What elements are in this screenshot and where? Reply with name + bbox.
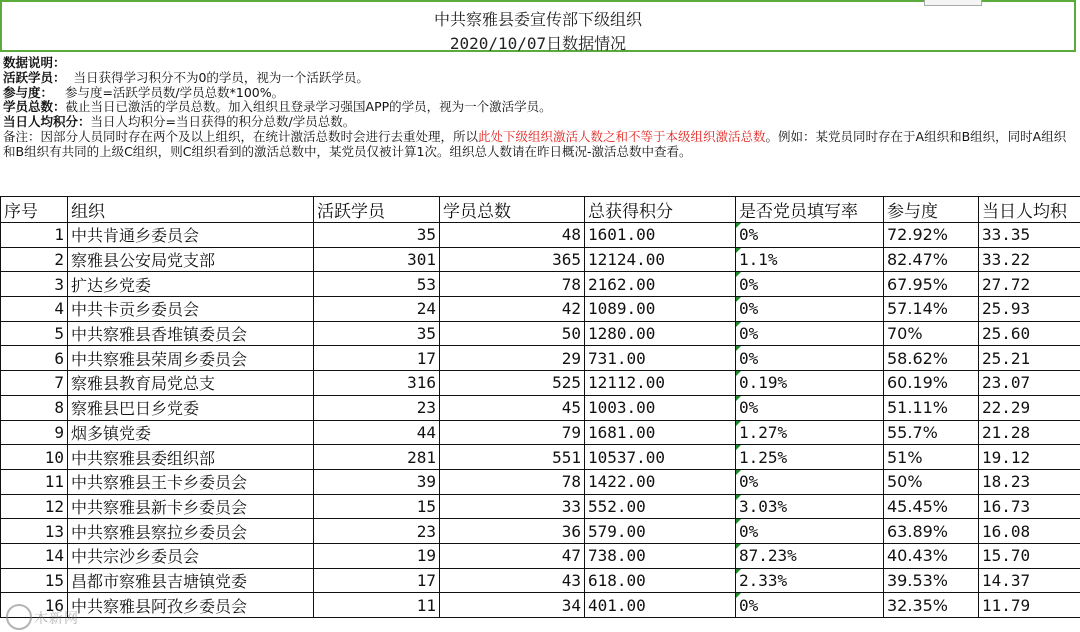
table-row bbox=[1, 445, 1080, 470]
table-cell[interactable]: 6 bbox=[1, 346, 68, 371]
table-cell[interactable]: 25.60 bbox=[979, 321, 1080, 346]
avg-label: 当日人均积分： bbox=[3, 114, 91, 130]
table-row bbox=[1, 346, 1080, 371]
sheet-corner-tab bbox=[924, 0, 982, 6]
table-cell[interactable]: 0% bbox=[736, 395, 884, 420]
table-cell[interactable]: 51.11% bbox=[884, 395, 979, 420]
table-cell[interactable]: 15.70 bbox=[979, 543, 1080, 568]
column-header[interactable]: 活跃学员 bbox=[314, 197, 440, 223]
table-cell[interactable]: 0% bbox=[736, 593, 884, 618]
table-cell[interactable]: 525 bbox=[440, 371, 585, 396]
table-row bbox=[1, 420, 1080, 445]
table-cell[interactable]: 1089.00 bbox=[585, 297, 736, 322]
remark-part-b: 。例如：某党员同时存在于A组织和B组织，同时A组织和B组织有共同的上级C组织，则C组织看到的激活总数中，某党员仅被计算1次。组织总人数请在昨日概况-激活总数中查看。 bbox=[3, 128, 1067, 159]
table-cell[interactable]: 12 bbox=[1, 494, 68, 519]
table-row bbox=[1, 321, 1080, 346]
table-cell[interactable]: 35 bbox=[314, 223, 440, 248]
table-cell[interactable]: 3 bbox=[1, 272, 68, 297]
table-cell[interactable]: 50% bbox=[884, 469, 979, 494]
table-cell[interactable]: 3.03% bbox=[736, 494, 884, 519]
table-cell[interactable]: 10 bbox=[1, 445, 68, 470]
table-cell[interactable]: 2.33% bbox=[736, 568, 884, 593]
table-cell[interactable]: 87.23% bbox=[736, 543, 884, 568]
table-cell[interactable]: 67.95% bbox=[884, 272, 979, 297]
table-cell[interactable]: 44 bbox=[314, 420, 440, 445]
table-cell[interactable]: 1681.00 bbox=[585, 420, 736, 445]
table-cell[interactable]: 35 bbox=[314, 321, 440, 346]
table-cell[interactable]: 60.19% bbox=[884, 371, 979, 396]
table-cell[interactable]: 15 bbox=[314, 494, 440, 519]
table-cell[interactable]: 8 bbox=[1, 395, 68, 420]
table-cell[interactable]: 察雅县公安局党支部 bbox=[68, 247, 314, 272]
table-row bbox=[1, 223, 1080, 248]
table-cell[interactable]: 32.35% bbox=[884, 593, 979, 618]
table-cell[interactable]: 552.00 bbox=[585, 494, 736, 519]
table-cell[interactable]: 10537.00 bbox=[585, 445, 736, 470]
table-cell[interactable]: 昌都市察雅县吉塘镇党委 bbox=[68, 568, 314, 593]
table-cell[interactable]: 1.1% bbox=[736, 247, 884, 272]
table-cell[interactable]: 731.00 bbox=[585, 346, 736, 371]
table-cell[interactable]: 63.89% bbox=[884, 519, 979, 544]
table-cell[interactable]: 43 bbox=[440, 568, 585, 593]
table-cell[interactable]: 0% bbox=[736, 519, 884, 544]
table-cell[interactable]: 11 bbox=[1, 469, 68, 494]
table-cell[interactable]: 0% bbox=[736, 223, 884, 248]
table-cell[interactable]: 中共宗沙乡委员会 bbox=[68, 543, 314, 568]
table-cell[interactable]: 15 bbox=[1, 568, 68, 593]
table-cell[interactable]: 2162.00 bbox=[585, 272, 736, 297]
column-header[interactable]: 学员总数 bbox=[440, 197, 585, 223]
table-cell[interactable]: 中共察雅县阿孜乡委员会 bbox=[68, 593, 314, 618]
table-cell[interactable]: 1601.00 bbox=[585, 223, 736, 248]
report-title-box bbox=[0, 0, 1076, 52]
table-row bbox=[1, 568, 1080, 593]
table-cell[interactable]: 57.14% bbox=[884, 297, 979, 322]
table-cell[interactable]: 17 bbox=[314, 568, 440, 593]
table-cell[interactable]: 33 bbox=[440, 494, 585, 519]
table-cell[interactable]: 中共察雅县察拉乡委员会 bbox=[68, 519, 314, 544]
table-row bbox=[1, 593, 1080, 618]
table-cell[interactable]: 39 bbox=[314, 469, 440, 494]
avg-text: 当日人均积分=当日获得的积分总数/学员总数。 bbox=[90, 114, 356, 130]
table-cell[interactable]: 51% bbox=[884, 445, 979, 470]
table-cell[interactable]: 中共察雅县王卡乡委员会 bbox=[68, 469, 314, 494]
table-cell[interactable]: 48 bbox=[440, 223, 585, 248]
table-cell[interactable]: 0% bbox=[736, 469, 884, 494]
table-cell[interactable]: 17 bbox=[314, 346, 440, 371]
table-cell[interactable]: 19.12 bbox=[979, 445, 1080, 470]
table-cell[interactable]: 33.22 bbox=[979, 247, 1080, 272]
table-cell[interactable]: 中共察雅县新卡乡委员会 bbox=[68, 494, 314, 519]
table-cell[interactable]: 281 bbox=[314, 445, 440, 470]
org-data-table bbox=[0, 196, 1080, 618]
table-cell[interactable]: 25.93 bbox=[979, 297, 1080, 322]
table-cell[interactable]: 45.45% bbox=[884, 494, 979, 519]
table-cell[interactable]: 82.47% bbox=[884, 247, 979, 272]
table-cell[interactable]: 中共卡贡乡委员会 bbox=[68, 297, 314, 322]
table-row bbox=[1, 272, 1080, 297]
watermark-logo-icon bbox=[6, 604, 32, 630]
table-cell[interactable]: 0% bbox=[736, 321, 884, 346]
data-notes bbox=[3, 56, 1077, 160]
table-cell[interactable]: 4 bbox=[1, 297, 68, 322]
table-row bbox=[1, 247, 1080, 272]
participation-text: 参与度=活跃学员数/学员总数*100%。 bbox=[64, 84, 285, 100]
table-cell[interactable]: 11 bbox=[314, 593, 440, 618]
table-cell[interactable]: 78 bbox=[440, 469, 585, 494]
column-header[interactable]: 参与度 bbox=[884, 197, 979, 223]
remark bbox=[3, 130, 1077, 160]
table-row bbox=[1, 297, 1080, 322]
table-cell[interactable]: 0% bbox=[736, 346, 884, 371]
notes-heading: 数据说明： bbox=[3, 55, 66, 70]
table-cell[interactable]: 1280.00 bbox=[585, 321, 736, 346]
table-cell[interactable]: 29 bbox=[440, 346, 585, 371]
table-cell[interactable]: 16 bbox=[1, 593, 68, 618]
table-cell[interactable]: 579.00 bbox=[585, 519, 736, 544]
table-cell[interactable]: 16.08 bbox=[979, 519, 1080, 544]
remark-highlight: 此处下级组织激活人数之和不等于本级组织激活总数 bbox=[478, 128, 766, 144]
table-cell[interactable]: 27.72 bbox=[979, 272, 1080, 297]
table-cell[interactable]: 23.07 bbox=[979, 371, 1080, 396]
table-cell[interactable]: 18.23 bbox=[979, 469, 1080, 494]
table-cell[interactable]: 16.73 bbox=[979, 494, 1080, 519]
table-cell[interactable]: 1.27% bbox=[736, 420, 884, 445]
table-row bbox=[1, 395, 1080, 420]
table-cell[interactable]: 烟多镇党委 bbox=[68, 420, 314, 445]
table-cell[interactable]: 中共察雅县荣周乡委员会 bbox=[68, 346, 314, 371]
total-label: 学员总数： bbox=[3, 99, 66, 115]
table-row bbox=[1, 371, 1080, 396]
active-text: 当日获得学习积分不为0的学员，视为一个活跃学员。 bbox=[73, 69, 369, 85]
watermark bbox=[2, 598, 152, 632]
remark-part-a: 备注：因部分人员同时存在两个及以上组织，在统计激活总数时会进行去重处理，所以 bbox=[3, 128, 479, 144]
table-header-row bbox=[1, 197, 1080, 223]
table-cell[interactable]: 42 bbox=[440, 297, 585, 322]
table-cell[interactable]: 0% bbox=[736, 297, 884, 322]
table-cell[interactable]: 0.19% bbox=[736, 371, 884, 396]
table-cell[interactable]: 21.28 bbox=[979, 420, 1080, 445]
table-cell[interactable]: 扩达乡党委 bbox=[68, 272, 314, 297]
table-row bbox=[1, 543, 1080, 568]
table-cell[interactable]: 316 bbox=[314, 371, 440, 396]
watermark-text: 木新网 bbox=[34, 611, 79, 627]
table-cell[interactable]: 72.92% bbox=[884, 223, 979, 248]
table-cell[interactable]: 1003.00 bbox=[585, 395, 736, 420]
table-cell[interactable]: 50 bbox=[440, 321, 585, 346]
table-body bbox=[1, 197, 1080, 618]
total-text: 截止当日已激活的学员总数。加入组织且登录学习强国APP的学员，视为一个激活学员。 bbox=[65, 99, 552, 115]
table-row bbox=[1, 469, 1080, 494]
table-cell[interactable]: 23 bbox=[314, 519, 440, 544]
table-cell[interactable]: 618.00 bbox=[585, 568, 736, 593]
table-cell[interactable]: 中共肯通乡委员会 bbox=[68, 223, 314, 248]
table-cell[interactable]: 5 bbox=[1, 321, 68, 346]
table-cell[interactable]: 13 bbox=[1, 519, 68, 544]
table-cell[interactable]: 301 bbox=[314, 247, 440, 272]
table-cell[interactable]: 401.00 bbox=[585, 593, 736, 618]
report-title: 中共察雅县委宣传部下级组织 bbox=[433, 10, 642, 29]
table-cell[interactable]: 12112.00 bbox=[585, 371, 736, 396]
table-cell[interactable]: 25.21 bbox=[979, 346, 1080, 371]
table-cell[interactable]: 9 bbox=[1, 420, 68, 445]
table-cell[interactable]: 58.62% bbox=[884, 346, 979, 371]
table-cell[interactable]: 70% bbox=[884, 321, 979, 346]
table-cell[interactable]: 33.35 bbox=[979, 223, 1080, 248]
table-cell[interactable]: 22.29 bbox=[979, 395, 1080, 420]
table-cell[interactable]: 24 bbox=[314, 297, 440, 322]
table-cell[interactable]: 19 bbox=[314, 543, 440, 568]
table-cell[interactable]: 11.79 bbox=[979, 593, 1080, 618]
table-cell[interactable]: 1.25% bbox=[736, 445, 884, 470]
column-header[interactable]: 总获得积分 bbox=[585, 197, 736, 223]
table-cell[interactable]: 34 bbox=[440, 593, 585, 618]
column-header[interactable]: 是否党员填写率 bbox=[736, 197, 884, 223]
table-cell[interactable]: 39.53% bbox=[884, 568, 979, 593]
column-header[interactable]: 组织 bbox=[68, 197, 314, 223]
table-cell[interactable]: 0% bbox=[736, 272, 884, 297]
column-header[interactable]: 当日人均积 bbox=[979, 197, 1080, 223]
table-cell[interactable]: 23 bbox=[314, 395, 440, 420]
active-label: 活跃学员： bbox=[3, 69, 66, 85]
table-cell[interactable]: 中共察雅县委组织部 bbox=[68, 445, 314, 470]
table-cell[interactable]: 45 bbox=[440, 395, 585, 420]
table-cell[interactable]: 47 bbox=[440, 543, 585, 568]
table-cell[interactable]: 365 bbox=[440, 247, 585, 272]
table-cell[interactable]: 738.00 bbox=[585, 543, 736, 568]
participation-label: 参与度： bbox=[3, 84, 54, 100]
column-header[interactable]: 序号 bbox=[1, 197, 68, 223]
table-cell[interactable]: 78 bbox=[440, 272, 585, 297]
table-cell[interactable]: 53 bbox=[314, 272, 440, 297]
table-cell[interactable]: 察雅县巴日乡党委 bbox=[68, 395, 314, 420]
table-cell[interactable]: 55.7% bbox=[884, 420, 979, 445]
table-cell[interactable]: 12124.00 bbox=[585, 247, 736, 272]
table-row bbox=[1, 519, 1080, 544]
table-cell[interactable]: 14 bbox=[1, 543, 68, 568]
table-cell[interactable]: 1 bbox=[1, 223, 68, 248]
table-cell[interactable]: 79 bbox=[440, 420, 585, 445]
table-cell[interactable]: 1422.00 bbox=[585, 469, 736, 494]
table-cell[interactable]: 36 bbox=[440, 519, 585, 544]
table-cell[interactable]: 7 bbox=[1, 371, 68, 396]
table-cell[interactable]: 551 bbox=[440, 445, 585, 470]
report-date: 2020/10/07日数据情况 bbox=[449, 34, 627, 53]
table-cell[interactable]: 14.37 bbox=[979, 568, 1080, 593]
table-row bbox=[1, 494, 1080, 519]
table-cell[interactable]: 2 bbox=[1, 247, 68, 272]
table-cell[interactable]: 40.43% bbox=[884, 543, 979, 568]
table-cell[interactable]: 中共察雅县香堆镇委员会 bbox=[68, 321, 314, 346]
table-cell[interactable]: 察雅县教育局党总支 bbox=[68, 371, 314, 396]
